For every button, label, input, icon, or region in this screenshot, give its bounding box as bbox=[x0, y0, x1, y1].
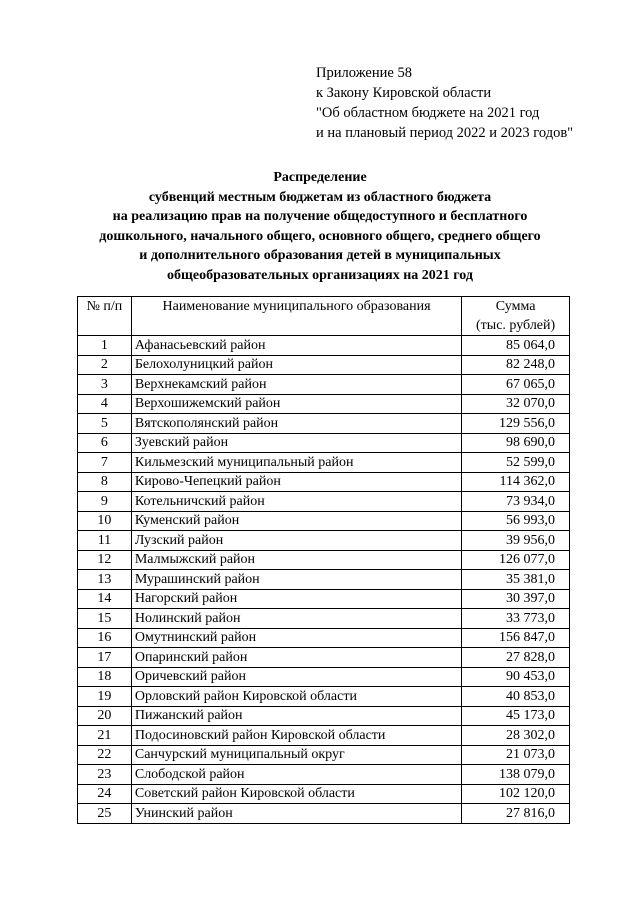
row-amount: 85 064,0 bbox=[462, 336, 570, 356]
table-row bbox=[78, 570, 570, 590]
table-row bbox=[78, 745, 570, 765]
appendix-line: к Закону Кировской области bbox=[316, 85, 492, 101]
appendix-line: "Об областном бюджете на 2021 год bbox=[316, 105, 540, 121]
row-number: 15 bbox=[78, 609, 132, 629]
row-name: Вятскополянский район bbox=[131, 414, 461, 434]
row-amount: 98 690,0 bbox=[462, 433, 570, 453]
table-row bbox=[78, 687, 570, 707]
row-name: Нагорский район bbox=[131, 589, 461, 609]
table-row bbox=[78, 472, 570, 492]
table-body bbox=[78, 336, 570, 824]
table-row bbox=[78, 804, 570, 824]
row-name: Орловский район Кировской области bbox=[131, 687, 461, 707]
table-row bbox=[78, 667, 570, 687]
row-amount: 39 956,0 bbox=[462, 531, 570, 551]
row-amount: 21 073,0 bbox=[462, 745, 570, 765]
row-name: Санчурский муниципальный округ bbox=[131, 745, 461, 765]
title-line: на реализацию прав на получение общедоступного и бесплатного bbox=[112, 209, 528, 225]
row-amount: 138 079,0 bbox=[462, 765, 570, 785]
row-amount: 56 993,0 bbox=[462, 511, 570, 531]
row-number: 1 bbox=[78, 336, 132, 356]
table-row bbox=[78, 628, 570, 648]
table-row bbox=[78, 648, 570, 668]
row-name: Афанасьевский район bbox=[131, 336, 461, 356]
row-name: Малмыжский район bbox=[131, 550, 461, 570]
row-number: 24 bbox=[78, 784, 132, 804]
row-number: 7 bbox=[78, 453, 132, 473]
row-number: 8 bbox=[78, 472, 132, 492]
header-number: № п/п bbox=[78, 297, 132, 336]
row-amount: 129 556,0 bbox=[462, 414, 570, 434]
table-row bbox=[78, 706, 570, 726]
row-number: 13 bbox=[78, 570, 132, 590]
header-amount bbox=[462, 297, 570, 336]
row-number: 3 bbox=[78, 375, 132, 395]
row-name: Зуевский район bbox=[131, 433, 461, 453]
title-line: дошкольного, начального общего, основного общего, среднего общего bbox=[99, 228, 541, 244]
row-amount: 126 077,0 bbox=[462, 550, 570, 570]
table-row bbox=[78, 531, 570, 551]
row-number: 6 bbox=[78, 433, 132, 453]
appendix-reference bbox=[316, 63, 573, 143]
row-amount: 28 302,0 bbox=[462, 726, 570, 746]
row-name: Советский район Кировской области bbox=[131, 784, 461, 804]
row-amount: 67 065,0 bbox=[462, 375, 570, 395]
table-row bbox=[78, 336, 570, 356]
title-line: Распределение bbox=[273, 170, 367, 185]
table-row bbox=[78, 550, 570, 570]
row-number: 12 bbox=[78, 550, 132, 570]
row-amount: 82 248,0 bbox=[462, 355, 570, 375]
row-amount: 45 173,0 bbox=[462, 706, 570, 726]
row-amount: 73 934,0 bbox=[462, 492, 570, 512]
row-name: Лузский район bbox=[131, 531, 461, 551]
row-name: Оричевский район bbox=[131, 667, 461, 687]
row-number: 14 bbox=[78, 589, 132, 609]
table-row bbox=[78, 414, 570, 434]
row-amount: 27 816,0 bbox=[462, 804, 570, 824]
row-number: 18 bbox=[78, 667, 132, 687]
header-amount-unit: (тыс. рублей) bbox=[476, 318, 556, 333]
row-name: Белохолуницкий район bbox=[131, 355, 461, 375]
table-row bbox=[78, 726, 570, 746]
distribution-table bbox=[77, 296, 570, 824]
row-name: Пижанский район bbox=[131, 706, 461, 726]
row-number: 23 bbox=[78, 765, 132, 785]
table-row bbox=[78, 784, 570, 804]
row-name: Мурашинский район bbox=[131, 570, 461, 590]
document-title bbox=[0, 168, 640, 286]
table-row bbox=[78, 609, 570, 629]
row-amount: 30 397,0 bbox=[462, 589, 570, 609]
appendix-line: Приложение 58 bbox=[316, 65, 412, 81]
row-number: 21 bbox=[78, 726, 132, 746]
header-amount-title: Сумма bbox=[495, 299, 536, 314]
row-amount: 33 773,0 bbox=[462, 609, 570, 629]
row-number: 11 bbox=[78, 531, 132, 551]
header-name: Наименование муниципального образования bbox=[131, 297, 461, 336]
row-amount: 32 070,0 bbox=[462, 394, 570, 414]
row-name: Унинский район bbox=[131, 804, 461, 824]
row-number: 19 bbox=[78, 687, 132, 707]
row-number: 17 bbox=[78, 648, 132, 668]
row-number: 2 bbox=[78, 355, 132, 375]
row-name: Кирово-Чепецкий район bbox=[131, 472, 461, 492]
row-amount: 90 453,0 bbox=[462, 667, 570, 687]
row-amount: 156 847,0 bbox=[462, 628, 570, 648]
table-header-row bbox=[78, 297, 570, 336]
title-line: общеобразовательных организациях на 2021 год bbox=[167, 267, 473, 283]
table-row bbox=[78, 511, 570, 531]
row-name: Куменский район bbox=[131, 511, 461, 531]
row-amount: 114 362,0 bbox=[462, 472, 570, 492]
row-name: Опаринский район bbox=[131, 648, 461, 668]
row-name: Верхошижемский район bbox=[131, 394, 461, 414]
row-number: 25 bbox=[78, 804, 132, 824]
row-name: Слободской район bbox=[131, 765, 461, 785]
row-number: 4 bbox=[78, 394, 132, 414]
row-number: 9 bbox=[78, 492, 132, 512]
row-number: 20 bbox=[78, 706, 132, 726]
appendix-line: и на плановый период 2022 и 2023 годов" bbox=[316, 125, 574, 141]
table-row bbox=[78, 589, 570, 609]
row-amount: 52 599,0 bbox=[462, 453, 570, 473]
title-line: субвенций местным бюджетам из областного бюджета bbox=[148, 189, 492, 205]
table-row bbox=[78, 375, 570, 395]
row-amount: 102 120,0 bbox=[462, 784, 570, 804]
table-row bbox=[78, 492, 570, 512]
row-amount: 27 828,0 bbox=[462, 648, 570, 668]
row-number: 22 bbox=[78, 745, 132, 765]
row-amount: 40 853,0 bbox=[462, 687, 570, 707]
table-row bbox=[78, 394, 570, 414]
row-name: Подосиновский район Кировской области bbox=[131, 726, 461, 746]
row-number: 5 bbox=[78, 414, 132, 434]
row-name: Нолинский район bbox=[131, 609, 461, 629]
row-name: Кильмезский муниципальный район bbox=[131, 453, 461, 473]
row-name: Омутнинский район bbox=[131, 628, 461, 648]
table-row bbox=[78, 355, 570, 375]
row-number: 16 bbox=[78, 628, 132, 648]
row-name: Котельничский район bbox=[131, 492, 461, 512]
row-name: Верхнекамский район bbox=[131, 375, 461, 395]
row-amount: 35 381,0 bbox=[462, 570, 570, 590]
table-row bbox=[78, 765, 570, 785]
row-number: 10 bbox=[78, 511, 132, 531]
table-row bbox=[78, 453, 570, 473]
table-row bbox=[78, 433, 570, 453]
title-line: и дополнительного образования детей в муниципальных bbox=[139, 248, 501, 264]
